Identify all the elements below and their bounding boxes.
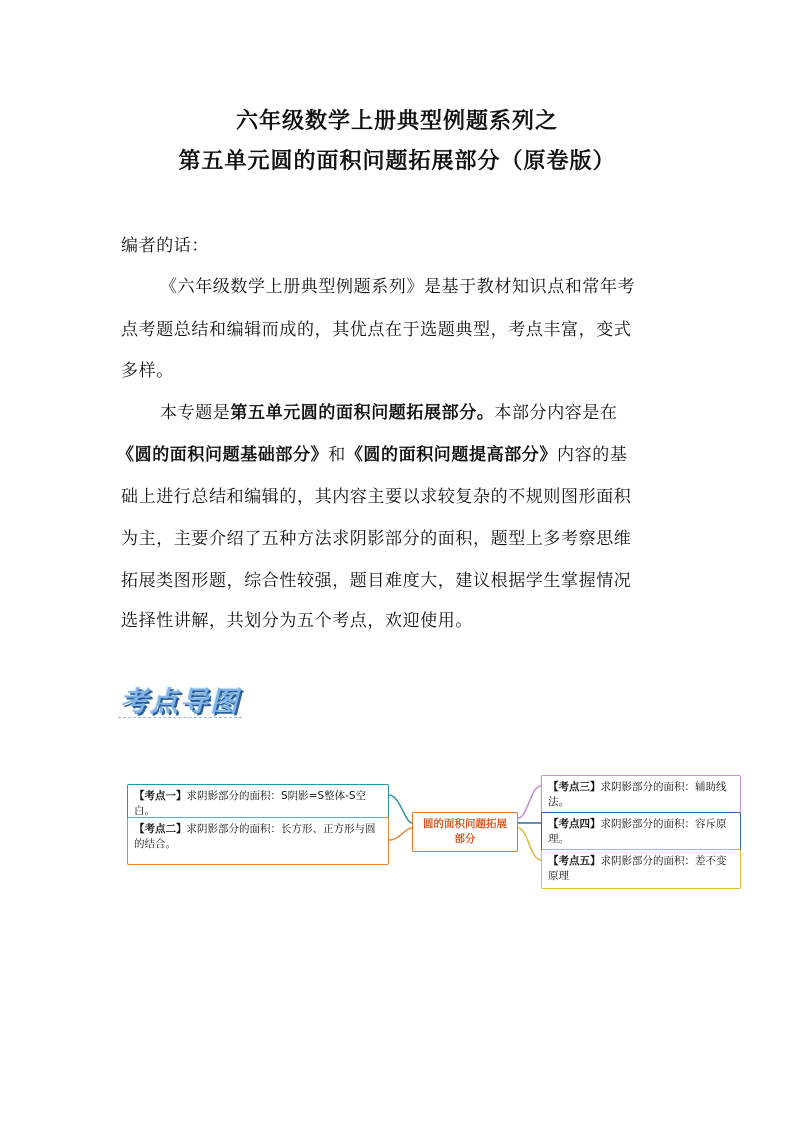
link-n2 bbox=[389, 828, 412, 840]
p2-and: 和 bbox=[328, 445, 346, 465]
link-n3 bbox=[518, 786, 541, 818]
mindmap-node-2 bbox=[127, 817, 389, 865]
editor-note-p1-line2: 点考题总结和编辑而成的，其优点在于选题典型，考点丰富，变式 bbox=[121, 320, 632, 340]
p2-text-a: 本专题是 bbox=[160, 403, 231, 423]
node5-text: 求阴影部分的面积：差不变原理 bbox=[548, 855, 727, 883]
editor-note-p2-line5: 拓展类图形题，综合性较强，题目难度大，建议根据学生掌握情况 bbox=[121, 571, 632, 591]
mindmap-center-node: 圆的面积问题拓展部分 bbox=[412, 812, 518, 852]
editor-note-p2-line4: 为主，主要介绍了五种方法求阴影部分的面积，题型上多考察思维 bbox=[121, 529, 632, 549]
node5-tag: 【考点五】 bbox=[548, 855, 601, 867]
editor-note-p1-line3: 多样。 bbox=[121, 361, 174, 381]
mindmap-node-4 bbox=[541, 812, 741, 852]
p2-bold-advanced: 《圆的面积问题提高部分》 bbox=[345, 445, 558, 465]
editor-note-p1-line1: 《六年级数学上册典型例题系列》是基于教材知识点和常年考 bbox=[160, 277, 636, 297]
node3-tag: 【考点三】 bbox=[548, 781, 601, 793]
mindmap-node-3 bbox=[541, 775, 741, 815]
editor-note-p2-line6: 选择性讲解，共划分为五个考点，欢迎使用。 bbox=[121, 611, 473, 631]
node1-text: 求阴影部分的面积：S阴影=S整体-S空白。 bbox=[134, 790, 367, 818]
node4-tag: 【考点四】 bbox=[548, 818, 601, 830]
editor-note-p2-line3: 础上进行总结和编辑的，其内容主要以求较复杂的不规则图形面积 bbox=[121, 487, 632, 507]
node1-tag: 【考点一】 bbox=[134, 790, 187, 802]
editor-note-heading: 编者的话： bbox=[121, 236, 209, 256]
section-title-kaodian-daotu: 考点导图 bbox=[120, 685, 241, 718]
page-title-line2: 第五单元圆的面积问题拓展部分（原卷版） bbox=[178, 149, 616, 174]
node2-tag: 【考点二】 bbox=[134, 823, 187, 835]
p2-text-d: 内容的基 bbox=[557, 445, 628, 465]
page-title-line1: 六年级数学上册典型例题系列之 bbox=[235, 109, 558, 134]
node3-text: 求阴影部分的面积：辅助线法。 bbox=[548, 781, 727, 809]
link-n5 bbox=[518, 828, 541, 860]
node2-text: 求阴影部分的面积：长方形、正方形与圆的结合。 bbox=[134, 823, 376, 851]
p2-text-c: 本部分内容是在 bbox=[494, 403, 618, 423]
mindmap-node-5 bbox=[541, 849, 741, 889]
node4-text: 求阴影部分的面积：容斥原理。 bbox=[548, 818, 727, 846]
p2-bold-topic: 第五单元圆的面积问题拓展部分。 bbox=[230, 403, 495, 423]
link-n1 bbox=[389, 795, 412, 823]
p2-bold-basic: 《圆的面积问题基础部分》 bbox=[117, 445, 329, 465]
